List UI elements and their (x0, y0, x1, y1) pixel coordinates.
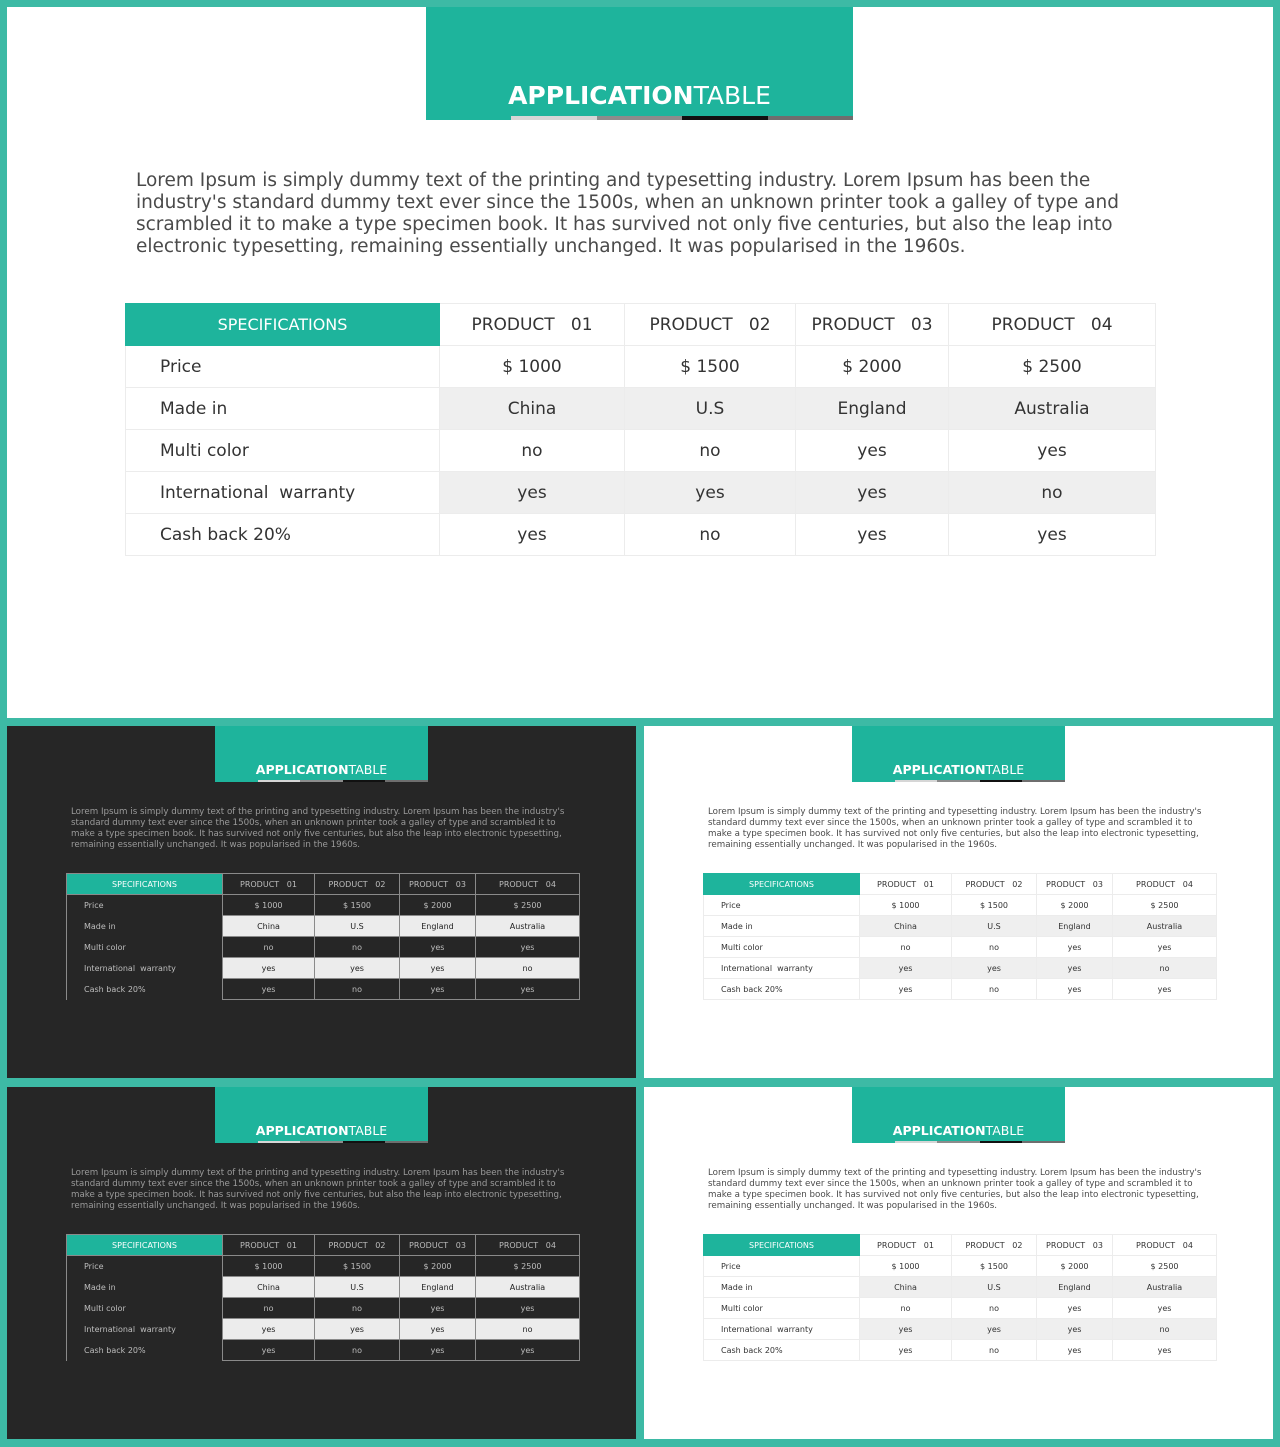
table-cell: yes (860, 1319, 952, 1340)
row-label: Price (126, 346, 440, 388)
specifications-header: SPECIFICATIONS (67, 1235, 223, 1256)
table-cell: no (1113, 1319, 1217, 1340)
table-cell: yes (1037, 979, 1113, 1000)
table-cell: no (315, 1340, 400, 1361)
table-row (126, 388, 1156, 430)
table-row (704, 1340, 1217, 1361)
product-header: PRODUCT 03 (796, 304, 949, 346)
specs-table (703, 1234, 1217, 1361)
title-underline-bars (426, 116, 853, 120)
table-row (67, 979, 580, 1000)
table-cell: England (400, 916, 476, 937)
product-header: PRODUCT 02 (952, 874, 1037, 895)
table-cell: yes (315, 958, 400, 979)
table-cell: yes (223, 958, 315, 979)
table-cell: yes (952, 958, 1037, 979)
table-cell: yes (223, 1340, 315, 1361)
row-label: Price (67, 1256, 223, 1277)
row-label: Made in (126, 388, 440, 430)
table-cell: yes (400, 958, 476, 979)
thumbnail-light-2 (644, 1087, 1273, 1439)
row-label: International warranty (704, 958, 860, 979)
table-cell: no (315, 937, 400, 958)
table-row (126, 430, 1156, 472)
table-cell: $ 1000 (860, 895, 952, 916)
table-cell: Australia (1113, 1277, 1217, 1298)
main-slide (7, 7, 1273, 718)
row-label: Made in (704, 916, 860, 937)
title-thin: TABLE (693, 81, 771, 110)
product-header: PRODUCT 01 (440, 304, 625, 346)
table-row (704, 1298, 1217, 1319)
table-cell: yes (1113, 979, 1217, 1000)
product-header: PRODUCT 01 (223, 1235, 315, 1256)
description-paragraph: Lorem Ipsum is simply dummy text of the printing and typesetting industry. Lorem Ipsum has been the industry's standard dummy text ever since the 1500s, when an unknown printer took a galley of type and scrambled it to make a type specimen book. It has survived not only five centuries, but also the leap into electronic typesetting, remaining essentially unchanged. It was popularised in the 1960s. (136, 170, 1119, 257)
row-label: Cash back 20% (67, 979, 223, 1000)
table-row (126, 346, 1156, 388)
table-cell: no (625, 430, 796, 472)
table-cell: England (1037, 916, 1113, 937)
table-row (67, 895, 580, 916)
table-row (704, 916, 1217, 937)
table-cell: yes (1113, 1298, 1217, 1319)
table-cell: yes (400, 1298, 476, 1319)
table-row (67, 1319, 580, 1340)
table-row (67, 937, 580, 958)
table-cell: yes (949, 430, 1156, 472)
table-cell: China (223, 1277, 315, 1298)
row-label: Multi color (67, 937, 223, 958)
title-underline-bars (215, 1141, 428, 1143)
table-cell: $ 2500 (476, 895, 580, 916)
table-cell: U.S (952, 1277, 1037, 1298)
table-row (67, 916, 580, 937)
table-cell: $ 1000 (440, 346, 625, 388)
table-cell: yes (860, 1340, 952, 1361)
table-cell: $ 1500 (952, 1256, 1037, 1277)
product-header: PRODUCT 03 (400, 874, 476, 895)
table-cell: $ 1000 (860, 1256, 952, 1277)
product-header: PRODUCT 04 (476, 874, 580, 895)
product-header: PRODUCT 04 (476, 1235, 580, 1256)
row-label: Price (704, 895, 860, 916)
table-cell: yes (860, 958, 952, 979)
thumbnail-dark-2 (7, 1087, 636, 1439)
row-label: Price (67, 895, 223, 916)
table-cell: no (952, 1340, 1037, 1361)
table-cell: yes (625, 472, 796, 514)
table-cell: yes (400, 1319, 476, 1340)
table-cell: Australia (476, 1277, 580, 1298)
table-row (126, 472, 1156, 514)
product-header: PRODUCT 03 (400, 1235, 476, 1256)
table-row (704, 979, 1217, 1000)
description-paragraph: Lorem Ipsum is simply dummy text of the printing and typesetting industry. Lorem Ipsum has been the industry's standard dummy text ever since the 1500s, when an unknown printer took a galley of type and scrambled it to make a type specimen book. It has survived not only five centuries, but also the leap into electronic typesetting, remaining essentially unchanged. It was popularised in the 1960s. (71, 1168, 565, 1211)
product-header: PRODUCT 02 (952, 1235, 1037, 1256)
description-paragraph: Lorem Ipsum is simply dummy text of the printing and typesetting industry. Lorem Ipsum has been the industry's standard dummy text ever since the 1500s, when an unknown printer took a galley of type and scrambled it to make a type specimen book. It has survived not only five centuries, but also the leap into electronic typesetting, remaining essentially unchanged. It was popularised in the 1960s. (708, 807, 1202, 850)
row-label: Made in (67, 916, 223, 937)
table-cell: Australia (1113, 916, 1217, 937)
table-cell: $ 1500 (952, 895, 1037, 916)
table-cell: yes (1037, 958, 1113, 979)
table-row (67, 1277, 580, 1298)
title-banner (215, 1087, 428, 1143)
description-paragraph: Lorem Ipsum is simply dummy text of the printing and typesetting industry. Lorem Ipsum has been the industry's standard dummy text ever since the 1500s, when an unknown printer took a galley of type and scrambled it to make a type specimen book. It has survived not only five centuries, but also the leap into electronic typesetting, remaining essentially unchanged. It was popularised in the 1960s. (708, 1168, 1202, 1211)
specifications-header: SPECIFICATIONS (704, 1235, 860, 1256)
product-header: PRODUCT 02 (625, 304, 796, 346)
specifications-header: SPECIFICATIONS (67, 874, 223, 895)
title-banner (426, 7, 853, 120)
table-cell: England (400, 1277, 476, 1298)
table-cell: no (860, 1298, 952, 1319)
table-row (704, 1319, 1217, 1340)
title-thin: TABLE (348, 1123, 388, 1138)
title-bold: APPLICATION (508, 81, 694, 110)
title-bold: APPLICATION (892, 1123, 986, 1138)
title-bold: APPLICATION (255, 762, 349, 777)
table-cell: U.S (952, 916, 1037, 937)
table-cell: yes (1037, 1298, 1113, 1319)
row-label: Cash back 20% (704, 979, 860, 1000)
table-cell: yes (440, 514, 625, 556)
table-cell: yes (1037, 1340, 1113, 1361)
table-row (67, 1256, 580, 1277)
table-cell: $ 2000 (1037, 895, 1113, 916)
table-cell: $ 1500 (315, 895, 400, 916)
row-label: Multi color (704, 1298, 860, 1319)
table-row (126, 514, 1156, 556)
title-underline-bars (215, 780, 428, 782)
title-thin: TABLE (985, 762, 1025, 777)
product-header: PRODUCT 01 (860, 1235, 952, 1256)
table-cell: U.S (315, 1277, 400, 1298)
product-header: PRODUCT 03 (1037, 874, 1113, 895)
table-row (67, 1340, 580, 1361)
table-cell: yes (476, 1340, 580, 1361)
table-cell: no (315, 979, 400, 1000)
table-cell: yes (223, 1319, 315, 1340)
title-banner (852, 1087, 1065, 1143)
title-thin: TABLE (348, 762, 388, 777)
title-banner (852, 726, 1065, 782)
table-cell: Australia (476, 916, 580, 937)
product-header: PRODUCT 04 (1113, 874, 1217, 895)
table-cell: $ 2000 (400, 895, 476, 916)
table-cell: $ 2500 (1113, 1256, 1217, 1277)
table-row (67, 1298, 580, 1319)
title-underline-bars (852, 780, 1065, 782)
table-cell: U.S (315, 916, 400, 937)
product-header: PRODUCT 02 (315, 1235, 400, 1256)
row-label: Made in (67, 1277, 223, 1298)
table-cell: no (223, 937, 315, 958)
table-cell: England (1037, 1277, 1113, 1298)
table-cell: no (476, 958, 580, 979)
table-row (67, 958, 580, 979)
row-label: International warranty (704, 1319, 860, 1340)
product-header: PRODUCT 04 (1113, 1235, 1217, 1256)
table-cell: $ 2000 (796, 346, 949, 388)
specs-table (66, 873, 580, 1000)
table-cell: $ 2500 (949, 346, 1156, 388)
specs-table (703, 873, 1217, 1000)
row-label: Multi color (126, 430, 440, 472)
row-label: Cash back 20% (704, 1340, 860, 1361)
table-cell: China (860, 1277, 952, 1298)
table-cell: no (625, 514, 796, 556)
title-thin: TABLE (985, 1123, 1025, 1138)
table-cell: China (223, 916, 315, 937)
table-cell: yes (400, 1340, 476, 1361)
row-label: Made in (704, 1277, 860, 1298)
row-label: International warranty (67, 1319, 223, 1340)
specifications-header: SPECIFICATIONS (704, 874, 860, 895)
table-cell: no (1113, 958, 1217, 979)
table-row (704, 895, 1217, 916)
table-cell: yes (949, 514, 1156, 556)
product-header: PRODUCT 04 (949, 304, 1156, 346)
table-cell: no (315, 1298, 400, 1319)
row-label: Multi color (704, 937, 860, 958)
product-header: PRODUCT 03 (1037, 1235, 1113, 1256)
table-cell: no (952, 1298, 1037, 1319)
table-row (704, 1256, 1217, 1277)
table-cell: $ 2000 (400, 1256, 476, 1277)
product-header: PRODUCT 01 (860, 874, 952, 895)
table-cell: yes (400, 937, 476, 958)
table-cell: $ 2500 (1113, 895, 1217, 916)
table-cell: U.S (625, 388, 796, 430)
table-cell: yes (796, 472, 949, 514)
table-cell: yes (796, 430, 949, 472)
table-cell: no (949, 472, 1156, 514)
table-cell: no (440, 430, 625, 472)
table-cell: yes (1113, 1340, 1217, 1361)
table-cell: no (952, 979, 1037, 1000)
table-cell: yes (315, 1319, 400, 1340)
title-bold: APPLICATION (255, 1123, 349, 1138)
table-cell: yes (476, 937, 580, 958)
description-paragraph: Lorem Ipsum is simply dummy text of the printing and typesetting industry. Lorem Ipsum has been the industry's standard dummy text ever since the 1500s, when an unknown printer took a galley of type and scrambled it to make a type specimen book. It has survived not only five centuries, but also the leap into electronic typesetting, remaining essentially unchanged. It was popularised in the 1960s. (71, 807, 565, 850)
table-cell: England (796, 388, 949, 430)
table-cell: yes (1037, 1319, 1113, 1340)
thumbnail-dark-1 (7, 726, 636, 1078)
table-cell: no (223, 1298, 315, 1319)
row-label: Cash back 20% (67, 1340, 223, 1361)
table-cell: China (440, 388, 625, 430)
table-cell: yes (796, 514, 949, 556)
specs-table (66, 1234, 580, 1361)
title-underline-bars (852, 1141, 1065, 1143)
table-cell: $ 1500 (625, 346, 796, 388)
table-cell: yes (952, 1319, 1037, 1340)
row-label: Multi color (67, 1298, 223, 1319)
table-cell: yes (476, 979, 580, 1000)
table-cell: $ 1000 (223, 895, 315, 916)
table-cell: no (476, 1319, 580, 1340)
table-cell: yes (440, 472, 625, 514)
table-cell: yes (860, 979, 952, 1000)
table-cell: $ 1000 (223, 1256, 315, 1277)
table-row (704, 958, 1217, 979)
table-cell: yes (476, 1298, 580, 1319)
table-cell: yes (1037, 937, 1113, 958)
specifications-header: SPECIFICATIONS (126, 304, 440, 346)
table-cell: yes (1113, 937, 1217, 958)
table-row (704, 1277, 1217, 1298)
table-cell: China (860, 916, 952, 937)
thumbnail-light-1 (644, 726, 1273, 1078)
table-cell: no (860, 937, 952, 958)
table-cell: $ 1500 (315, 1256, 400, 1277)
row-label: International warranty (67, 958, 223, 979)
row-label: International warranty (126, 472, 440, 514)
table-cell: yes (223, 979, 315, 1000)
row-label: Price (704, 1256, 860, 1277)
title-bold: APPLICATION (892, 762, 986, 777)
row-label: Cash back 20% (126, 514, 440, 556)
product-header: PRODUCT 01 (223, 874, 315, 895)
table-cell: yes (400, 979, 476, 1000)
table-cell: $ 2000 (1037, 1256, 1113, 1277)
table-row (704, 937, 1217, 958)
table-cell: no (952, 937, 1037, 958)
product-header: PRODUCT 02 (315, 874, 400, 895)
title-banner (215, 726, 428, 782)
table-cell: Australia (949, 388, 1156, 430)
table-cell: $ 2500 (476, 1256, 580, 1277)
specs-table (125, 303, 1156, 556)
